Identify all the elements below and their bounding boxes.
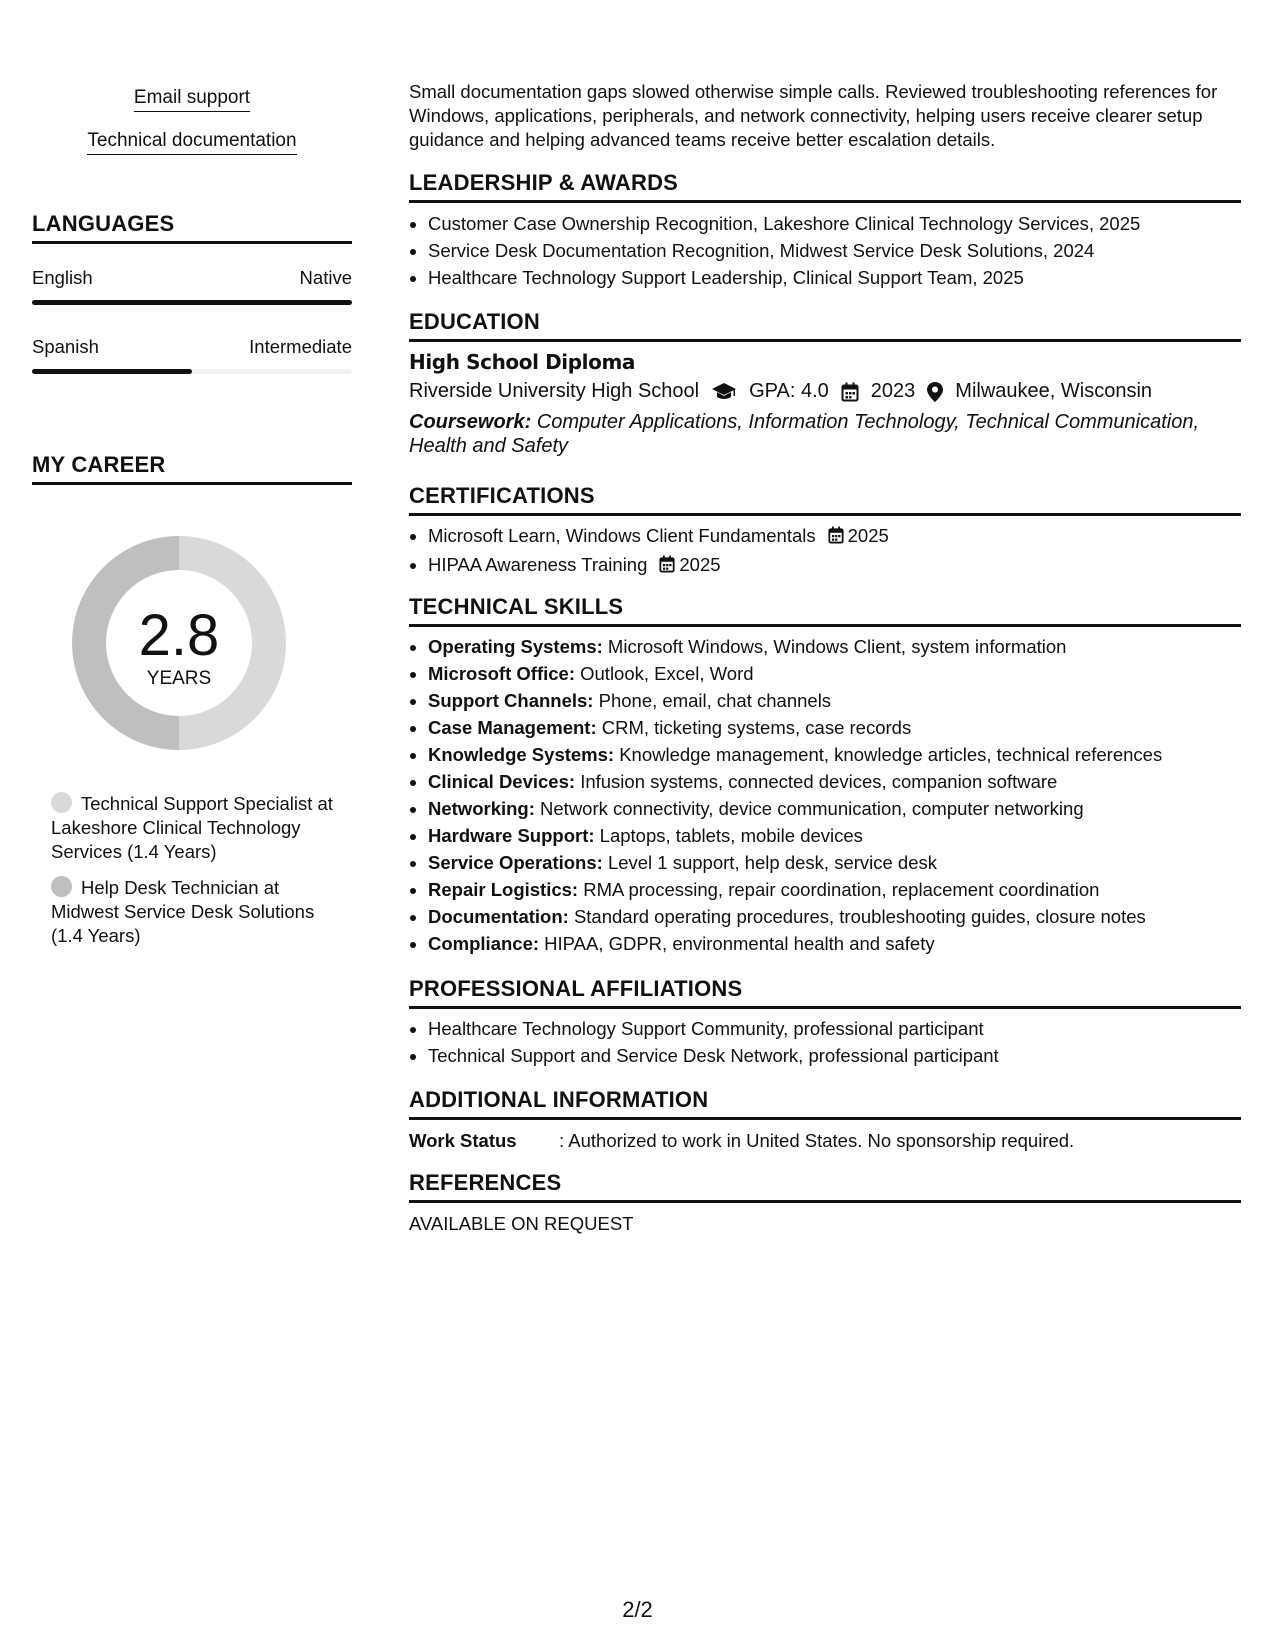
education-coursework — [409, 410, 1241, 458]
skill-link-email-support: Email support — [32, 87, 352, 109]
skill-item — [428, 822, 1260, 849]
skill-label: Microsoft Office: — [428, 663, 575, 684]
leadership-heading: LEADERSHIP & AWARDS — [409, 170, 1241, 203]
skill-value: CRM, ticketing systems, case records — [601, 717, 912, 738]
skill-value: Standard operating procedures, troubleshooting guides, closure notes — [573, 906, 1146, 927]
list-item: • Service Desk Documentation Recognition, Midwest Service Desk Solutions, 2024 — [428, 237, 1260, 264]
career-total-years: 2.8 — [138, 603, 220, 668]
skill-value: Infusion systems, connected devices, companion software — [580, 771, 1058, 792]
career-heading: MY CAREER — [32, 452, 352, 485]
skill-label: Service Operations: — [428, 852, 603, 873]
list-item: • HIPAA Awareness Training 2025 — [428, 551, 1260, 580]
list-item: • Microsoft Learn, Windows Client Fundamentals 2025 — [428, 522, 1260, 551]
skill-label: Repair Logistics: — [428, 879, 579, 900]
career-years-label: YEARS — [146, 668, 212, 689]
skill-label: Knowledge Systems: — [428, 744, 615, 765]
skill-item — [428, 633, 1260, 660]
calendar-icon — [841, 382, 859, 402]
skill-label: Case Management: — [428, 717, 597, 738]
graduation-cap-icon — [711, 382, 737, 402]
work-status-row — [409, 1130, 1241, 1152]
language-level: Native — [299, 267, 352, 288]
skill-value: Laptops, tablets, mobile devices — [599, 825, 863, 846]
skill-item — [428, 849, 1260, 876]
career-role-item: Technical Support Specialist at Lakeshore Clinical Technology Services (1.4 Years) — [51, 793, 333, 862]
technical-skills-list — [409, 633, 1260, 957]
page-number: 2/2 — [622, 1597, 653, 1622]
education-year: 2023 — [870, 380, 916, 402]
skill-label: Hardware Support: — [428, 825, 595, 846]
skill-label: Compliance: — [428, 933, 540, 954]
languages-heading: LANGUAGES — [32, 211, 352, 244]
references-heading: REFERENCES — [409, 1170, 1241, 1203]
coursework-label: Coursework: — [409, 411, 532, 433]
skill-item — [428, 660, 1260, 687]
skill-label: Documentation: — [428, 906, 569, 927]
language-proficiency-bar — [32, 369, 352, 374]
technical-skills-heading: TECHNICAL SKILLS — [409, 594, 1241, 627]
skill-item — [428, 903, 1260, 930]
skill-item — [428, 930, 1260, 957]
references-text: AVAILABLE ON REQUEST — [409, 1213, 634, 1234]
skill-item — [428, 768, 1260, 795]
skill-label: Operating Systems: — [428, 636, 603, 657]
skill-value: Phone, email, chat channels — [598, 690, 832, 711]
list-item: • Technical Support and Service Desk Network, professional participant — [428, 1042, 1260, 1069]
education-location: Milwaukee, Wisconsin — [955, 380, 1153, 402]
skill-item — [428, 741, 1260, 768]
skill-item — [428, 795, 1260, 822]
certifications-heading: CERTIFICATIONS — [409, 483, 1241, 516]
list-item: • Healthcare Technology Support Leadership, Clinical Support Team, 2025 — [428, 264, 1260, 291]
education-meta — [409, 380, 1241, 403]
additional-info-heading: ADDITIONAL INFORMATION — [409, 1087, 1241, 1120]
location-pin-icon — [927, 382, 943, 402]
language-proficiency-bar — [32, 300, 352, 305]
skill-value: RMA processing, repair coordination, replacement coordination — [583, 879, 1100, 900]
education-heading: EDUCATION — [409, 309, 1241, 342]
skill-item — [428, 876, 1260, 903]
skill-value: Knowledge management, knowledge articles, technical references — [619, 744, 1163, 765]
intro-paragraph: Small documentation gaps slowed otherwise simple calls. Reviewed troubleshooting references for Windows, applications, peripherals, and network connectivity, helping users receive clearer setup guidance and helping advanced teams receive better escalation details. — [409, 81, 1218, 150]
education-degree: High School Diploma — [409, 350, 636, 374]
career-legend-dot — [51, 876, 72, 897]
education-gpa: GPA: 4.0 — [749, 380, 829, 402]
list-item: • Customer Case Ownership Recognition, Lakeshore Clinical Technology Services, 2025 — [428, 210, 1260, 237]
coursework-value: Computer Applications, Information Technology, Technical Communication, Health and Safety — [409, 411, 1200, 457]
career-role-item: Help Desk Technician at Midwest Service Desk Solutions (1.4 Years) — [51, 877, 315, 946]
work-status-value: : Authorized to work in United States. No sponsorship required. — [559, 1130, 1075, 1151]
language-level: Intermediate — [249, 336, 352, 357]
skill-label: Clinical Devices: — [428, 771, 576, 792]
skill-label: Networking: — [428, 798, 535, 819]
skill-link-technical-documentation: Technical documentation — [32, 130, 352, 152]
skill-label: Support Channels: — [428, 690, 594, 711]
career-donut-chart — [66, 530, 292, 756]
skill-value: HIPAA, GDPR, environmental health and safety — [544, 933, 935, 954]
skill-value: Level 1 support, help desk, service desk — [607, 852, 938, 873]
list-item: • Healthcare Technology Support Community, professional participant — [428, 1015, 1260, 1042]
affiliations-heading: PROFESSIONAL AFFILIATIONS — [409, 976, 1241, 1009]
education-school: Riverside University High School — [409, 380, 700, 402]
affiliations-list — [409, 1015, 1260, 1069]
calendar-icon — [828, 524, 844, 551]
skill-item — [428, 714, 1260, 741]
career-legend-dot — [51, 792, 72, 813]
certifications-list — [409, 522, 1260, 580]
skill-value: Microsoft Windows, Windows Client, system information — [607, 636, 1067, 657]
language-name: Spanish — [32, 336, 99, 357]
work-status-label: Work Status — [409, 1130, 517, 1151]
career-role-list — [51, 792, 341, 960]
calendar-icon — [659, 553, 675, 580]
skill-value: Outlook, Excel, Word — [580, 663, 754, 684]
skill-item — [428, 687, 1260, 714]
language-name: English — [32, 267, 93, 288]
leadership-list — [409, 210, 1260, 291]
skill-value: Network connectivity, device communication, computer networking — [540, 798, 1084, 819]
